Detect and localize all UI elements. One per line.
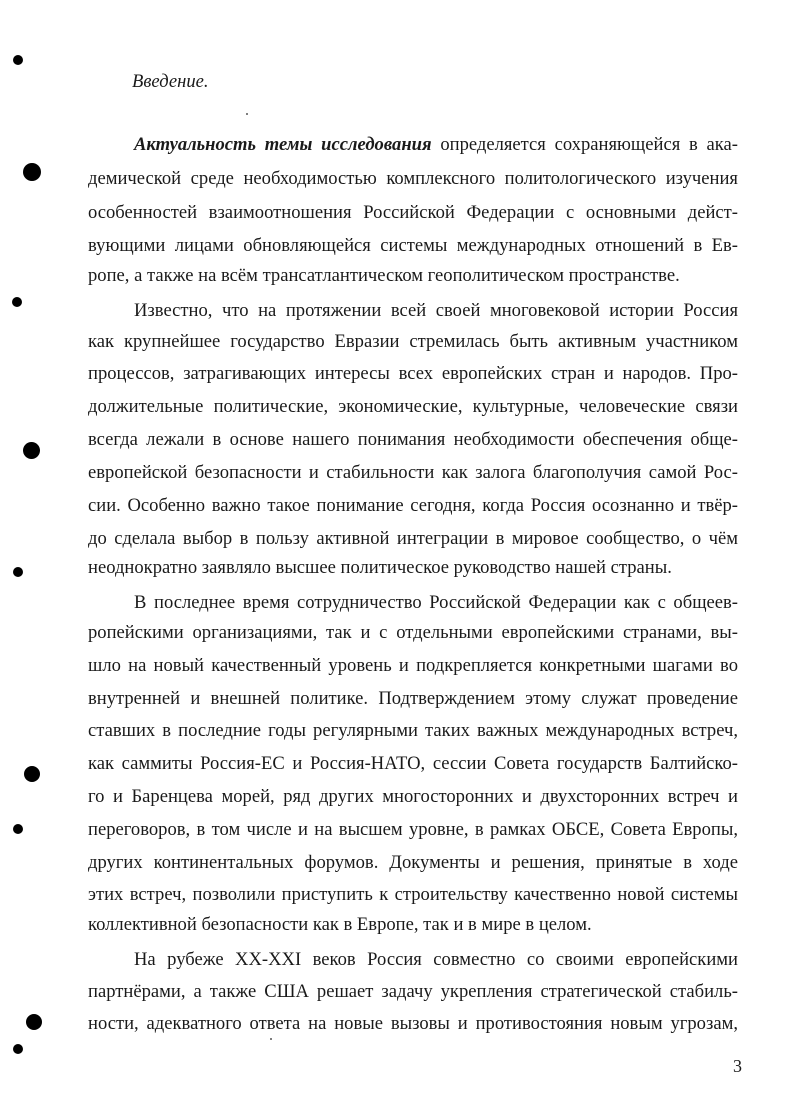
text-line: должительные политические, экономические, культурные, человеческие связи (88, 396, 738, 417)
punch-hole-mark (13, 1044, 23, 1054)
punch-hole-mark (26, 1014, 42, 1030)
text-line: Известно, что на протяжении всей своей многовековой истории Россия (134, 300, 738, 321)
text-line: как саммиты Россия-ЕС и Россия-НАТО, сессии Совета государств Балтийско- (88, 753, 738, 774)
scan-speck (246, 113, 248, 115)
text-line: этих встреч, позволили приступить к строительству качественно новой системы (88, 884, 738, 905)
text-line: го и Баренцева морей, ряд других многосторонних и двухсторонних встреч и (88, 786, 738, 807)
text-line: внутренней и внешней политике. Подтверждением этому служат проведение (88, 688, 738, 709)
text-line: демической среде необходимостью комплексного политологического изучения (88, 168, 738, 189)
text-line: коллективной безопасности как в Европе, так и в мире в целом. (88, 914, 592, 935)
punch-hole-mark (23, 442, 40, 459)
lead-phrase: Актуальность темы исследования (134, 134, 432, 155)
text-line (134, 133, 738, 157)
text-line: ропе, а также на всём трансатлантическом геополитическом пространстве. (88, 265, 680, 286)
punch-hole-mark (13, 567, 23, 577)
text-line: ности, адекватного ответа на новые вызовы и противостояния новым угрозам, (88, 1013, 738, 1034)
page-number: 3 (733, 1056, 742, 1076)
text-line: сии. Особенно важно такое понимание сегодня, когда Россия осознанно и твёр- (88, 495, 738, 516)
text-line: ропейскими организациями, так и с отдельными европейскими странами, вы- (88, 622, 738, 643)
punch-hole-mark (12, 297, 22, 307)
punch-hole-mark (23, 163, 41, 181)
text-line: неоднократно заявляло высшее политическое руководство нашей страны. (88, 557, 672, 578)
text-line: особенностей взаимоотношения Российской Федерации с основными дейст- (88, 202, 738, 223)
text-line: шло на новый качественный уровень и подкрепляется конкретными шагами во (88, 655, 738, 676)
text-line: ставших в последние годы регулярными таких важных международных встреч, (88, 720, 738, 741)
punch-hole-mark (24, 766, 40, 782)
text-line: На рубеже XX-XXI веков Россия совместно со своими европейскими (134, 949, 738, 970)
text-line: всегда лежали в основе нашего понимания необходимости обеспечения обще- (88, 429, 738, 450)
text-line: как крупнейшее государство Евразии стремилась быть активным участником (88, 331, 738, 352)
text-line: других континентальных форумов. Документы и решения, принятые в ходе (88, 852, 738, 873)
punch-hole-mark (13, 55, 23, 65)
text-line: до сделала выбор в пользу активной интеграции в мировое сообщество, о чём (88, 528, 738, 549)
text-line: переговоров, в том числе и на высшем уровне, в рамках ОБСЕ, Совета Европы, (88, 819, 738, 840)
text-line: европейской безопасности и стабильности как залога благополучия самой Рос- (88, 462, 738, 483)
text-fragment: определяется сохраняющейся в ака- (431, 134, 738, 155)
text-line: В последнее время сотрудничество Российской Федерации как с общеев- (134, 592, 738, 613)
text-line: процессов, затрагивающих интересы всех европейских стран и народов. Про- (88, 363, 738, 384)
scan-speck (270, 1038, 272, 1040)
text-line: вующими лицами обновляющейся системы международных отношений в Ев- (88, 235, 738, 256)
section-heading: Введение. (132, 71, 209, 92)
text-line: партнёрами, а также США решает задачу укрепления стратегической стабиль- (88, 981, 738, 1002)
punch-hole-mark (13, 824, 23, 834)
